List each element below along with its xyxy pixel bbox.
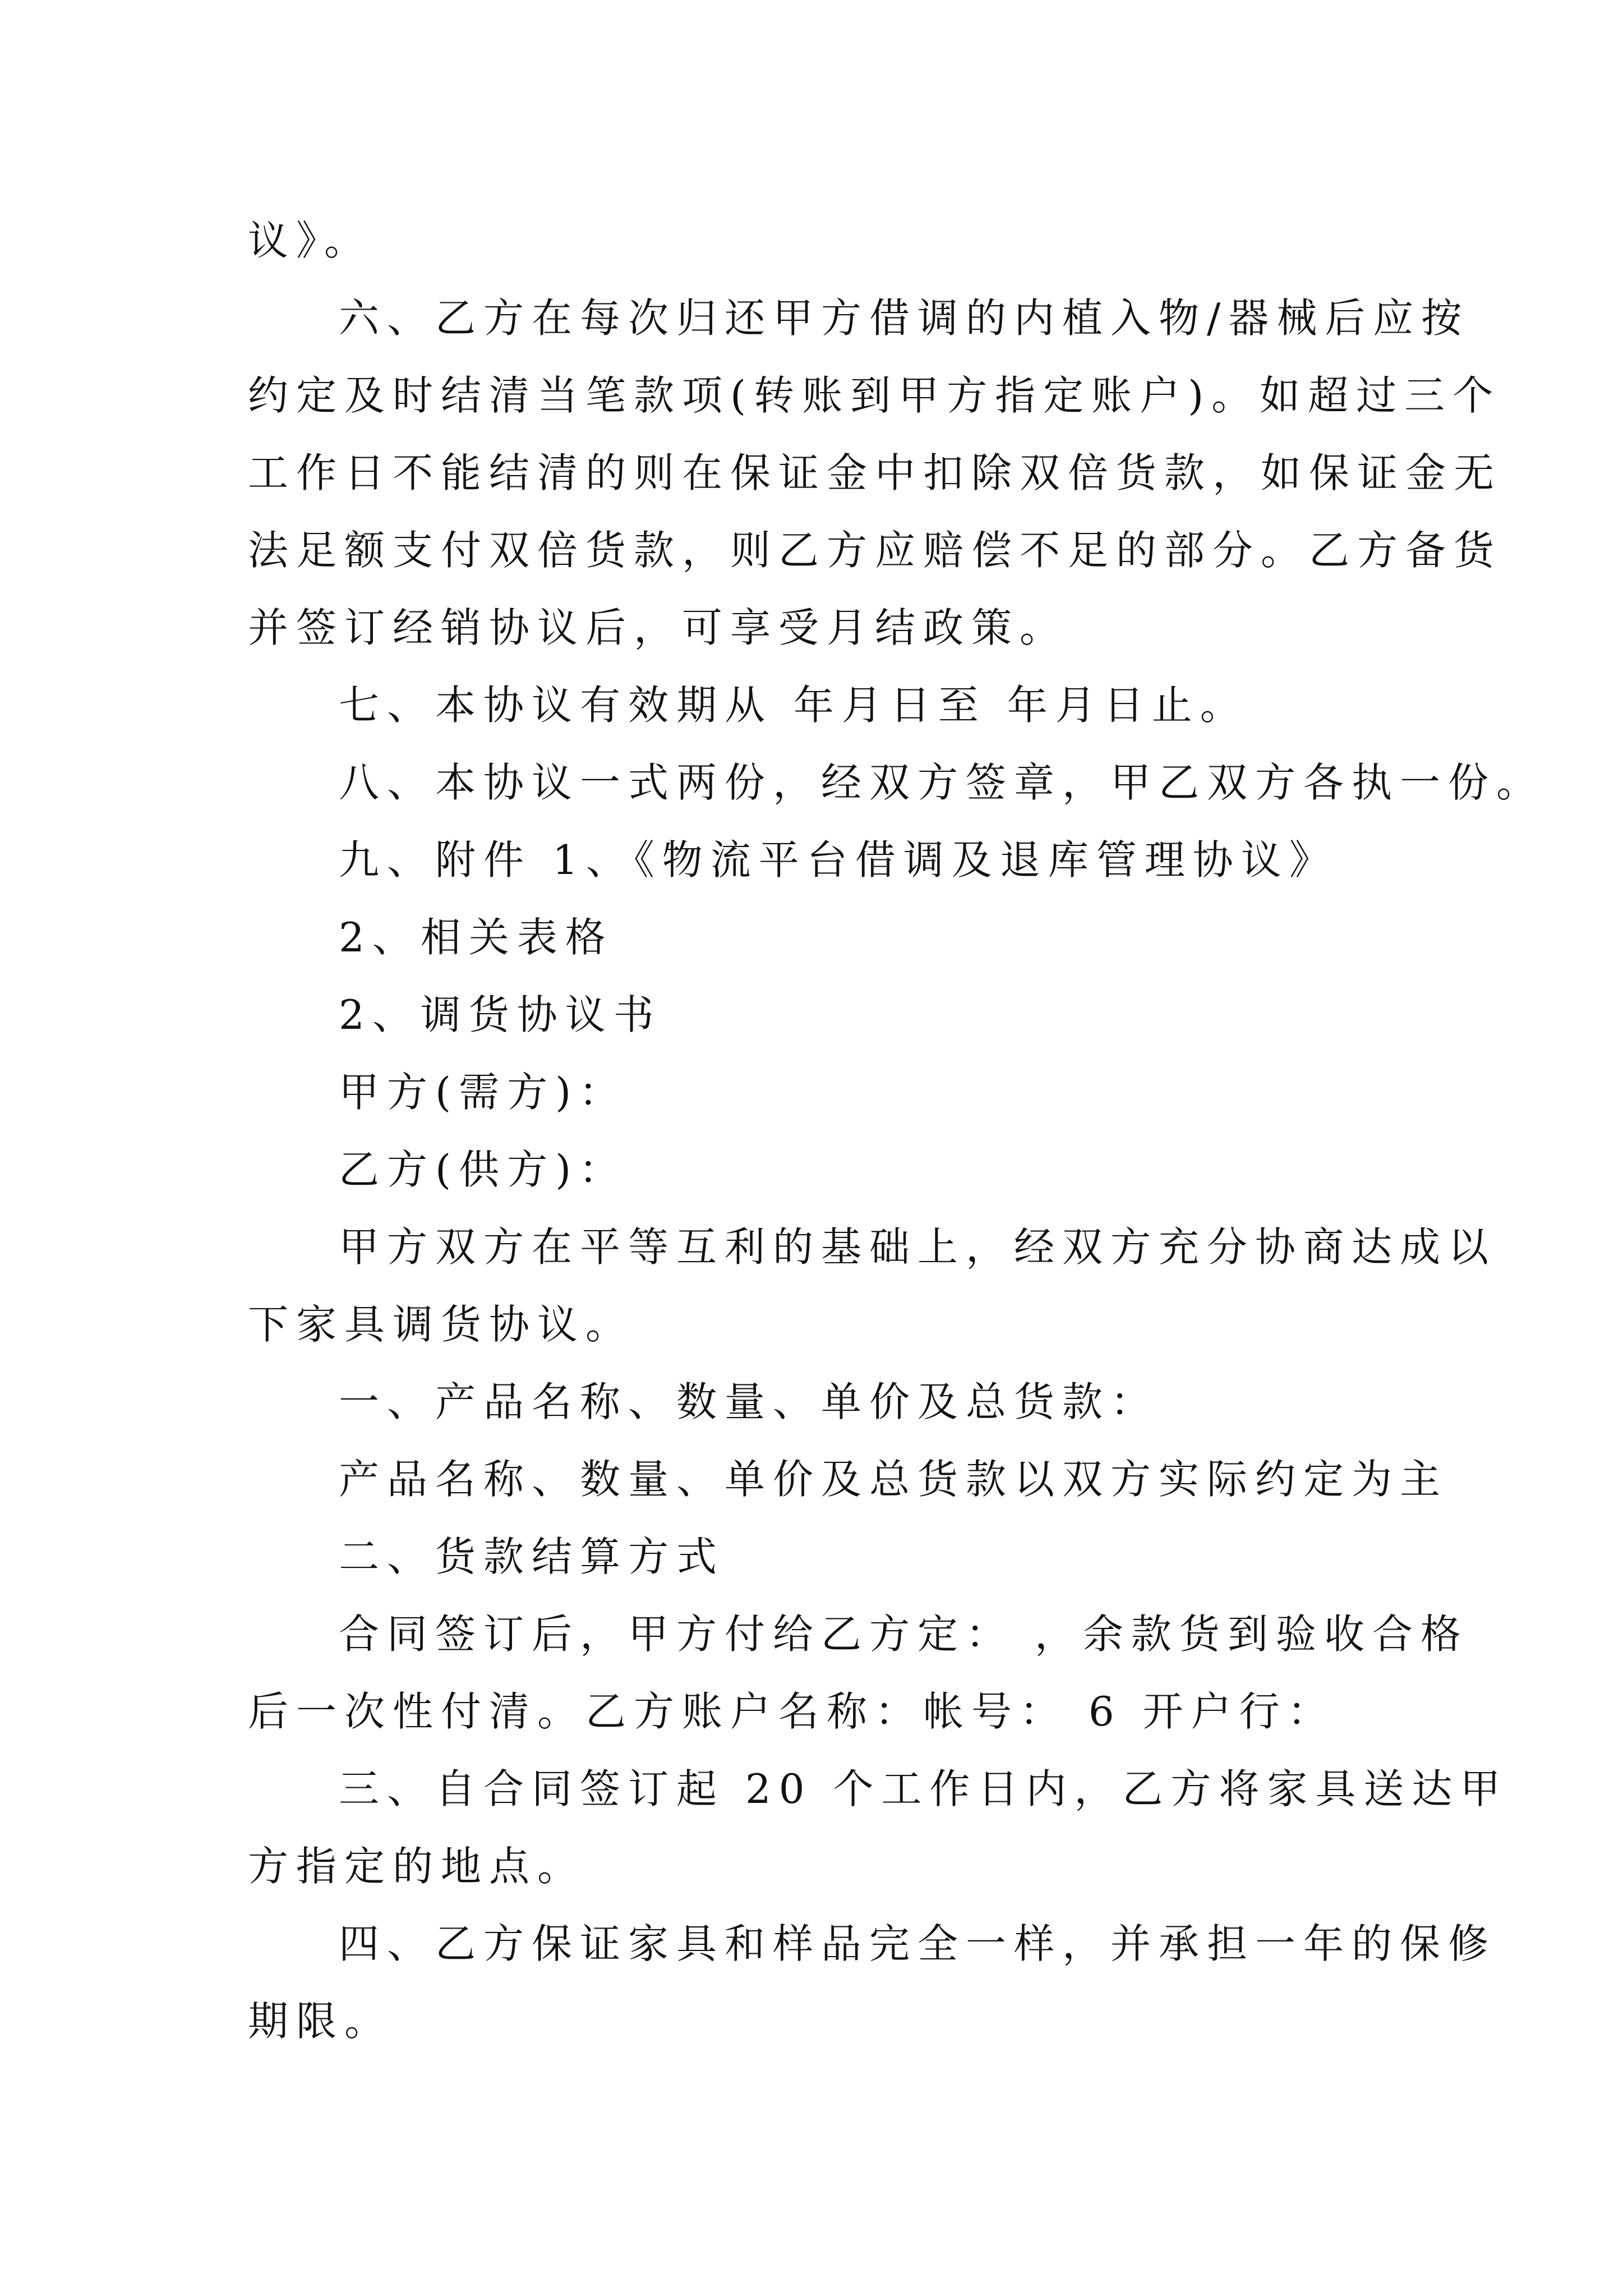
- document-body: [248, 202, 1545, 2060]
- text-line: 三、自合同签订起 20 个工作日内，乙方将家具送达甲: [339, 1765, 1509, 1812]
- text-line: 一、产品名称、数量、单价及总货款：: [339, 1378, 1159, 1425]
- text-line: 后一次性付清。乙方账户名称：帐号： 6 开户行：: [248, 1688, 1336, 1735]
- text-line: 四、乙方保证家具和样品完全一样，并承担一年的保修: [339, 1920, 1497, 1967]
- text-line: 下家具调货协议。: [248, 1301, 634, 1348]
- text-line: 法足额支付双倍货款，则乙方应赔偿不足的部分。乙方备货: [248, 527, 1502, 574]
- text-line: 甲方(需方)：: [339, 1069, 628, 1116]
- text-line: 方指定的地点。: [248, 1843, 586, 1890]
- text-line: 并签订经销协议后，可享受月结政策。: [248, 604, 1068, 651]
- text-line: 2、调货协议书: [339, 991, 662, 1038]
- text-line: 甲方双方在平等互利的基础上，经双方充分协商达成以: [339, 1223, 1497, 1271]
- text-line: 期限。: [248, 1998, 393, 2045]
- text-line: 八、本协议一式两份，经双方签章，甲乙双方各执一份。: [339, 759, 1545, 806]
- text-line: 工作日不能结清的则在保证金中扣除双倍货款，如保证金无: [248, 449, 1502, 496]
- text-line: 七、本协议有效期从 年月日至 年月日止。: [339, 682, 1248, 729]
- text-line: 议》。: [248, 217, 373, 264]
- text-line: 九、附件 1、《物流平台借调及退库管理协议》: [339, 836, 1338, 884]
- text-line: 乙方(供方)：: [339, 1146, 628, 1193]
- text-line: 2、相关表格: [339, 914, 614, 961]
- text-line: 二、货款结算方式: [339, 1533, 725, 1580]
- text-line: 合同签订后，甲方付给乙方定： ，余款货到验收合格: [339, 1611, 1469, 1658]
- text-line: 约定及时结清当笔款项(转账到甲方指定账户)。如超过三个: [248, 372, 1501, 419]
- text-line: 六、乙方在每次归还甲方借调的内植入物/器械后应按: [339, 295, 1470, 342]
- text-line: 产品名称、数量、单价及总货款以双方实际约定为主: [339, 1456, 1449, 1503]
